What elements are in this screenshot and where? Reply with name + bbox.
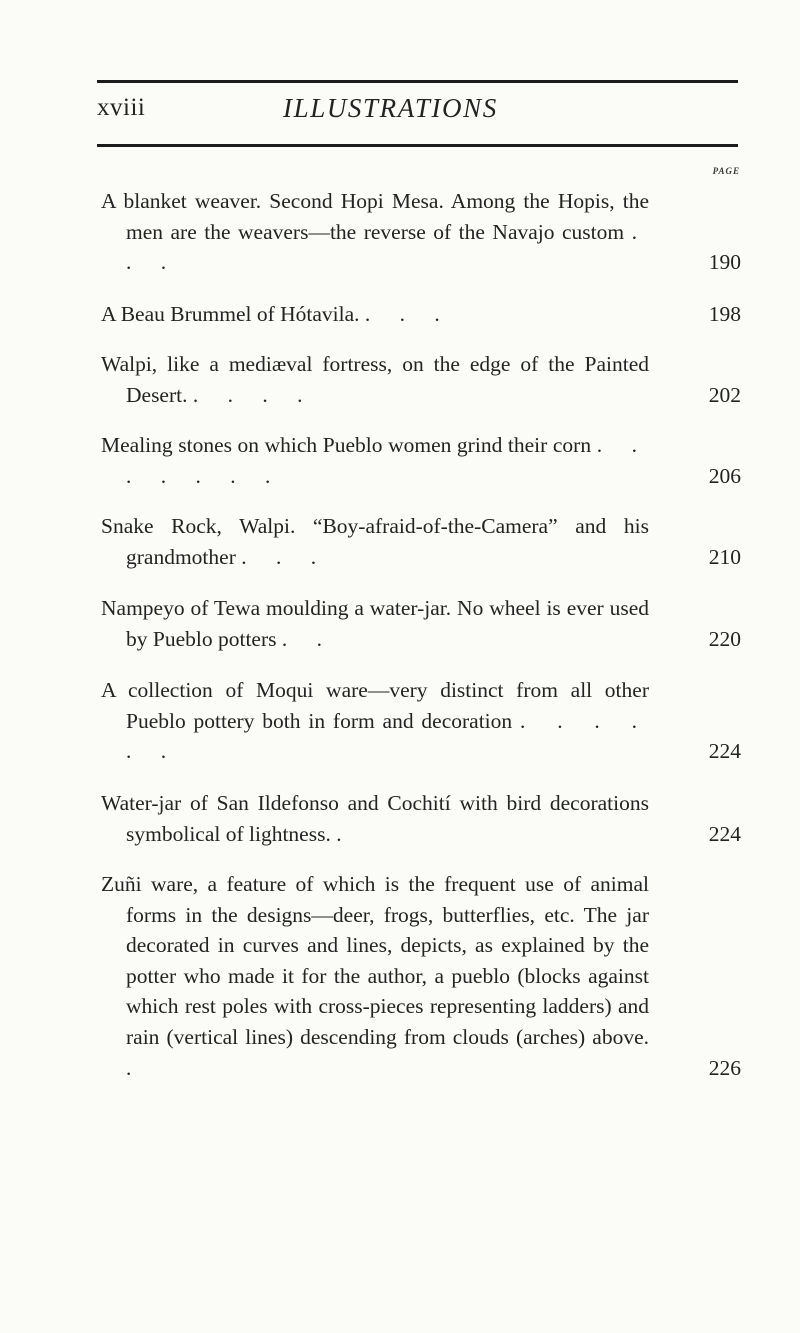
- entry-caption: [101, 430, 649, 491]
- entry-caption: [101, 593, 649, 654]
- entry-leaders: . . . . . . .: [126, 433, 650, 488]
- entry-page-number: 210: [708, 544, 741, 569]
- entry-page-number: 206: [708, 463, 741, 488]
- section-title: ILLUSTRATIONS: [283, 93, 498, 123]
- entry-caption: [101, 869, 649, 1083]
- entry-leaders: . . . .: [192, 382, 315, 407]
- page-folio: xviii: [97, 94, 146, 121]
- entry-page-number: 226: [708, 1055, 741, 1080]
- entry-page-number: 190: [708, 250, 741, 275]
- illustration-entry: [101, 349, 741, 410]
- entry-page-number: 202: [708, 382, 741, 407]
- header-bottom-rule: [97, 144, 738, 147]
- entry-caption-text: A blanket weaver. Second Hopi Mesa. Among the Hopis, the men are the weavers—the reverse of the Navajo custom: [101, 189, 649, 244]
- entry-page-number: 224: [708, 739, 741, 764]
- illustration-entry: [101, 675, 741, 767]
- page-column-label: PAGE: [712, 166, 740, 176]
- illustration-entry: [101, 869, 741, 1083]
- illustration-entry: [101, 511, 741, 572]
- entry-leaders: .: [126, 1055, 144, 1080]
- illustration-entry: [101, 788, 741, 849]
- entry-caption: [101, 788, 649, 849]
- illustration-entry: [101, 593, 741, 654]
- entry-page-number: 220: [708, 626, 741, 651]
- entry-caption-text: Walpi, like a mediæval fortress, on the edge of the Painted Desert.: [101, 352, 649, 407]
- running-head: [97, 94, 738, 134]
- illustration-entry: [101, 430, 741, 491]
- illustration-entry: [101, 299, 741, 330]
- entry-caption-text: Nampeyo of Tewa moulding a water-jar. No wheel is ever used by Pueblo potters: [101, 596, 649, 651]
- entry-leaders: .: [336, 821, 354, 846]
- illustration-entry: [101, 186, 741, 278]
- entry-caption: [101, 511, 649, 572]
- entry-leaders: . . . . . .: [126, 708, 650, 764]
- entry-page-number: 198: [708, 302, 741, 326]
- entry-caption-text: Water-jar of San Ildefonso and Cochití with bird decorations symbolical of lightness.: [101, 791, 649, 846]
- entry-caption: [101, 186, 649, 278]
- entry-caption: [101, 299, 649, 330]
- entry-caption-text: A collection of Moqui ware—very distinct from all other Pueblo pottery both in form and decoration: [101, 678, 649, 733]
- entry-caption-text: Mealing stones on which Pueblo women grind their corn: [101, 433, 592, 457]
- entry-caption-text: Zuñi ware, a feature of which is the frequent use of animal forms in the designs—deer, frogs, butterflies, etc. The jar decorated in curves and lines, depicts, as explained by the potter who made it for the author, a pueblo (blocks against which rest poles with cross-pieces representing ladders) and rain (vertical lines) descending from clouds (arches) above.: [101, 872, 649, 1049]
- header-top-rule: [97, 80, 738, 83]
- entry-caption-text: Snake Rock, Walpi. “Boy-afraid-of-the-Camera” and his grandmother: [101, 514, 649, 569]
- entry-leaders: . . .: [241, 544, 329, 569]
- entry-leaders: . . .: [126, 219, 649, 275]
- entry-leaders: . .: [281, 626, 334, 651]
- entry-caption-text: A Beau Brummel of Hótavila.: [101, 302, 360, 326]
- entry-page-number: 224: [708, 821, 741, 846]
- entry-caption: [101, 675, 649, 767]
- entry-leaders: . . .: [364, 302, 452, 326]
- entry-caption: [101, 349, 649, 410]
